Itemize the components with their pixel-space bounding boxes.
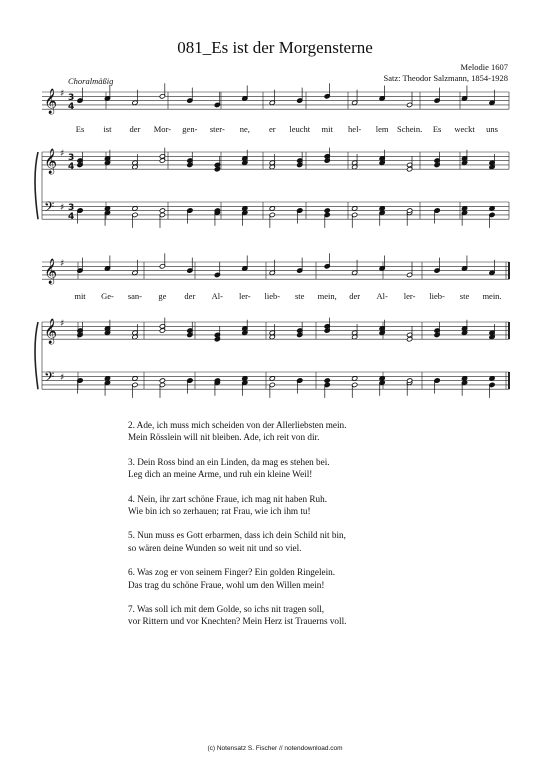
treble-clef: 𝄞 [44, 319, 58, 344]
lyric-syllable: ste [294, 291, 305, 301]
lyric-syllable: lem [375, 124, 389, 134]
verse-line: Mein Rösslein will nit bleiben. Ade, ich reit von dir. [128, 432, 320, 443]
footer-copyright: (c) Notensatz S. Fischer // notendownload.com [207, 745, 343, 752]
note-head [159, 378, 165, 383]
note-head [324, 208, 330, 213]
lyric-syllable: ge [158, 291, 167, 301]
verse-line: 5. Nun muss es Gott erbarmen, dass ich dein Schild nit bin, [128, 530, 346, 541]
verse-line: 2. Ade, ich muss mich scheiden von der Allerliebsten mein. [128, 420, 347, 430]
treble-clef: 𝄞 [44, 89, 58, 114]
lyric-syllable: Mor- [153, 124, 172, 134]
key-signature-sharp: ♯ [60, 373, 65, 383]
treble-clef: 𝄞 [44, 259, 58, 284]
verse-line: Wie bin ich so zerhauen; rat Frau, wie ich ihm tu! [128, 506, 311, 517]
verse-5 [128, 529, 346, 554]
page-title: 081_Es ist der Morgensterne [177, 38, 373, 57]
lyric-syllable: lieb- [429, 291, 445, 301]
treble-clef: 𝄞 [44, 149, 58, 174]
note-head [297, 378, 303, 383]
lyric-syllable: Ge- [101, 291, 114, 301]
lyric-syllable: san- [127, 291, 143, 301]
lyric-syllable: der [129, 124, 141, 134]
key-signature-sharp: ♯ [60, 203, 65, 213]
lyric-syllable: ne, [239, 124, 250, 134]
time-signature-bottom: 4 [68, 162, 75, 172]
time-signature-top: 3 [68, 203, 75, 213]
lyric-syllable: uns [486, 124, 498, 134]
lyric-syllable: Al- [376, 291, 388, 301]
note-head [77, 208, 83, 213]
bass-clef: 𝄢 [44, 369, 55, 388]
lyric-syllable: ist [103, 124, 112, 134]
lyric-syllable: hel- [348, 124, 362, 134]
verse-6 [128, 566, 346, 591]
lyric-syllable: mit [321, 124, 333, 134]
verse-7 [128, 603, 346, 628]
tempo-marking: Choralmäßig [68, 76, 114, 86]
lyric-syllable: mein. [482, 291, 502, 301]
bass-clef: 𝄢 [44, 199, 55, 218]
lyric-syllable: der [184, 291, 196, 301]
setting-credit: Satz: Theodor Salzmann, 1854-1928 [383, 73, 508, 83]
note-head [434, 378, 440, 383]
key-signature-sharp: ♯ [60, 259, 65, 269]
verse-line: Das trag du schöne Fraue, wohl um den Willen mein! [128, 579, 325, 590]
key-signature-sharp: ♯ [60, 89, 65, 99]
time-signature-top: 3 [68, 93, 75, 103]
verse-3 [128, 456, 346, 481]
verse-line: 3. Dein Ross bind an ein Linden, da mag es stehen bei. [128, 456, 330, 467]
verse-line: 4. Nein, ihr zart schöne Fraue, ich mag nit haben Ruh. [128, 493, 328, 504]
verse-4 [128, 493, 346, 518]
lyric-syllable: mein, [317, 291, 337, 301]
melody-credit: Melodie 1607 [460, 62, 508, 72]
note-head [187, 208, 193, 213]
lyric-syllable: Es [432, 124, 442, 134]
lyric-syllable: weckt [454, 124, 475, 134]
piano-brace [35, 322, 38, 389]
lyric-syllable: ster- [209, 124, 225, 134]
lyric-syllable: Al- [211, 291, 223, 301]
time-signature-top: 3 [68, 153, 75, 163]
lyric-syllable: mit [74, 291, 86, 301]
key-signature-sharp: ♯ [60, 319, 65, 329]
time-signature-bottom: 4 [68, 102, 75, 112]
verse-line: Leg dich an meine Arme, und ruh ein kleine Weil! [128, 469, 313, 480]
lyric-syllable: der [349, 291, 361, 301]
lyric-syllable: ste [459, 291, 470, 301]
verse-line: vor Rittern und vor Knechten? Mein Herz ist Trauerns voll. [128, 616, 347, 627]
note-head [187, 378, 193, 383]
lyric-syllable: ler- [238, 291, 251, 301]
lyric-syllable: Es [75, 124, 85, 134]
note-head [324, 378, 330, 383]
verse-line: so wären deine Wunden so weit nit und so viel. [128, 542, 302, 553]
piano-brace [35, 152, 38, 219]
lyric-syllable: gen- [182, 124, 198, 134]
lyric-syllable: er [268, 124, 276, 134]
note-head [297, 208, 303, 213]
lyric-syllable: Schein. [396, 124, 423, 134]
verse-line: 7. Was soll ich mit dem Golde, so ichs nit tragen soll, [128, 604, 325, 615]
lyric-syllable: lieb- [264, 291, 281, 301]
verse-line: 6. Was zog er von seinem Finger? Ein golden Ringelein. [128, 567, 336, 578]
verse-2 [128, 419, 346, 444]
lyric-syllable: ler- [403, 291, 416, 301]
verses [128, 419, 346, 640]
time-signature-bottom: 4 [68, 212, 75, 222]
lyric-syllable: leucht [289, 124, 311, 134]
key-signature-sharp: ♯ [60, 149, 65, 159]
note-head [159, 208, 165, 213]
note-head [434, 208, 440, 213]
